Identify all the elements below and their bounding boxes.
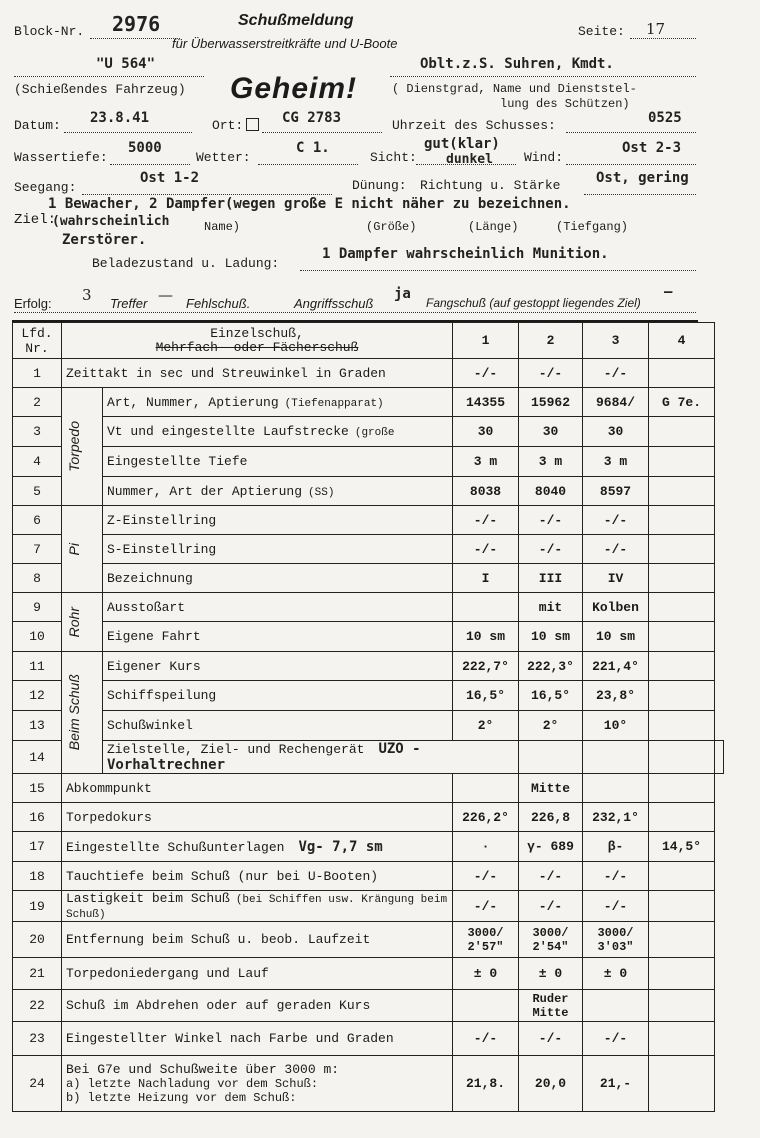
cell-col-3: -/-	[583, 891, 649, 922]
cell-col-4	[649, 862, 715, 891]
cell-col-2: -/-	[519, 1022, 583, 1056]
target-line-2a: (wahrscheinlich	[52, 214, 170, 229]
row-label	[103, 652, 453, 681]
cell-col-2: 15962	[519, 388, 583, 417]
cell-col-1: 8038	[453, 477, 519, 506]
row-label-text: S-Einstellring	[107, 541, 217, 557]
attack-value: ja	[394, 286, 411, 302]
row-label-text: Art, Nummer, Aptierung	[107, 394, 279, 410]
cell-col-4	[715, 741, 724, 774]
row-label-text: Z-Einstellring	[107, 512, 217, 528]
row-number: 22	[13, 990, 62, 1022]
cell-col-4	[649, 622, 715, 652]
cell-col-4	[649, 447, 715, 477]
table-row	[13, 922, 724, 958]
cell-col-4	[649, 803, 715, 832]
cell-col-3: Kolben	[583, 593, 649, 622]
col-1-header: 1	[453, 323, 519, 359]
table-row	[13, 774, 724, 803]
table-row	[13, 891, 724, 922]
cell-col-1: 14355	[453, 388, 519, 417]
target-line-2b: Zerstörer.	[62, 232, 147, 248]
target-caption-draft: (Tiefgang)	[556, 220, 629, 234]
date-label: Datum:	[14, 118, 61, 133]
catch-label: Fangschuß (auf gestoppt liegendes Ziel)	[426, 296, 641, 310]
cell-col-3: 10 sm	[583, 622, 649, 652]
cell-col-4	[649, 681, 715, 711]
cell-col-3: 3000/ 3'03"	[583, 922, 649, 958]
row-label	[62, 958, 453, 990]
row-number: 15	[13, 774, 62, 803]
cell-col-1: 3000/ 2'57"	[453, 922, 519, 958]
row-label	[103, 506, 453, 535]
cell-col-2: -/-	[519, 535, 583, 564]
cell-col-2: ± 0	[519, 958, 583, 990]
table-row	[13, 681, 724, 711]
cell-col-1: 2°	[453, 711, 519, 741]
cell-col-3	[649, 741, 715, 774]
cell-col-3: 8597	[583, 477, 649, 506]
table-row	[13, 958, 724, 990]
cell-col-4	[649, 593, 715, 622]
time-label: Uhrzeit des Schusses:	[392, 118, 556, 133]
cell-col-3: 21,-	[583, 1056, 649, 1112]
cell-col-2: Ruder Mitte	[519, 990, 583, 1022]
cell-col-1: I	[453, 564, 519, 593]
row-number: 11	[13, 652, 62, 681]
row-label-text: Ausstoßart	[107, 599, 186, 615]
col-4-header: 4	[649, 323, 715, 359]
row-label-text: Eingestellte Tiefe	[107, 454, 248, 469]
success-value: 3	[82, 286, 92, 304]
cell-col-1: 226,2°	[453, 803, 519, 832]
row-label	[62, 922, 453, 958]
cell-col-1: -/-	[453, 535, 519, 564]
row-label-text: Abkommpunkt	[66, 780, 152, 796]
row-number: 18	[13, 862, 62, 891]
group-label	[62, 593, 103, 652]
table-row	[13, 1022, 724, 1056]
cell-col-4: G 7e.	[649, 388, 715, 417]
row-label	[62, 774, 453, 803]
row-label-text: Entfernung beim Schuß u. beob. Laufzeit	[66, 932, 371, 947]
row-note: (große	[354, 427, 395, 439]
cell-col-2: 20,0	[519, 1056, 583, 1112]
row-label-text: Eigene Fahrt	[107, 629, 201, 644]
cell-col-2: -/-	[519, 891, 583, 922]
row-label	[103, 447, 453, 477]
row-label	[103, 535, 453, 564]
row-label	[62, 862, 453, 891]
table-row	[13, 1056, 724, 1112]
table-row	[13, 388, 724, 417]
cell-col-4	[649, 774, 715, 803]
cell-col-3	[583, 990, 649, 1022]
sea-label: Seegang:	[14, 180, 77, 195]
target-line-1: 1 Bewacher, 2 Dampfer(wegen große E nicht näher zu bezeichnen.	[48, 196, 571, 212]
row-number: 17	[13, 832, 62, 862]
group-label	[62, 652, 103, 774]
wind-label: Wind:	[524, 150, 564, 165]
row-label-text: Schußwinkel	[107, 718, 193, 733]
row-number: 7	[13, 535, 62, 564]
place-label: Ort:	[212, 118, 244, 133]
wind-value: Ost 2-3	[622, 140, 682, 156]
cell-col-4	[649, 958, 715, 990]
cell-col-3	[583, 774, 649, 803]
cell-col-1: 10 sm	[453, 622, 519, 652]
row-label	[62, 832, 453, 862]
row-number: 8	[13, 564, 62, 593]
cell-col-3: 232,1°	[583, 803, 649, 832]
vessel-value: "U 564"	[96, 56, 156, 72]
swell-value: Ost, gering	[596, 170, 689, 186]
cell-col-2: 2°	[519, 711, 583, 741]
table-row	[13, 506, 724, 535]
geheim-stamp: Geheim!	[230, 72, 358, 105]
cell-col-1: ± 0	[453, 958, 519, 990]
table-row	[13, 711, 724, 741]
cell-col-2: 222,3°	[519, 652, 583, 681]
group-label	[62, 388, 103, 506]
cell-col-1: 222,7°	[453, 652, 519, 681]
block-number-value: 2976	[112, 12, 161, 36]
cell-col-4: 14,5°	[649, 832, 715, 862]
visibility-value-2: dunkel	[446, 152, 493, 167]
hits-label: Treffer	[110, 296, 148, 311]
head-shot-type	[62, 323, 453, 359]
table-row	[13, 652, 724, 681]
cell-col-3: -/-	[583, 862, 649, 891]
cell-col-4	[649, 535, 715, 564]
cell-col-2: 3000/ 2'54"	[519, 922, 583, 958]
row-note: (bei Schiffen usw. Krängung beim Schuß)	[66, 894, 448, 921]
cell-col-2: 8040	[519, 477, 583, 506]
cell-col-4	[649, 891, 715, 922]
cell-col-1: 30	[453, 417, 519, 447]
head-single: Einzelschuß,	[210, 325, 304, 341]
place-value: CG 2783	[282, 110, 342, 126]
cell-col-1	[453, 990, 519, 1022]
row-label-text: Bei G7e und Schußweite über 3000 m:	[66, 1062, 340, 1077]
cell-col-3: β-	[583, 832, 649, 862]
table-header-row	[13, 323, 724, 359]
cell-col-1: 3 m	[453, 447, 519, 477]
block-number-label: Block-Nr.	[14, 24, 85, 39]
date-value: 23.8.41	[90, 110, 150, 126]
row-label	[103, 564, 453, 593]
page-label: Seite:	[578, 24, 625, 39]
cell-col-1: -/-	[453, 891, 519, 922]
cell-col-4	[649, 990, 715, 1022]
cell-col-4	[649, 417, 715, 447]
row-span-value: Vg- 7,7 sm	[298, 838, 383, 855]
cell-col-1: -/-	[453, 359, 519, 388]
cell-col-2: Mitte	[519, 774, 583, 803]
cell-col-3: 9684/	[583, 388, 649, 417]
cell-col-3: IV	[583, 564, 649, 593]
cell-col-1: 16,5°	[453, 681, 519, 711]
cell-col-3: -/-	[583, 359, 649, 388]
col-2-header: 2	[519, 323, 583, 359]
row-label	[62, 1022, 453, 1056]
form-subtitle: für Überwasserstreitkräfte und U-Boote	[172, 36, 398, 51]
cell-col-1: ·	[453, 832, 519, 862]
row-number: 5	[13, 477, 62, 506]
row-number: 12	[13, 681, 62, 711]
weather-label: Wetter:	[196, 150, 251, 165]
cell-col-2: 30	[519, 417, 583, 447]
cell-col-1	[453, 774, 519, 803]
cell-col-2: 10 sm	[519, 622, 583, 652]
row-label	[103, 681, 453, 711]
row-label-text: Zeittakt in sec und Streuwinkel in Graden	[66, 365, 386, 381]
row-label-text: Torpedokurs	[66, 809, 152, 825]
cell-col-2: 3 m	[519, 447, 583, 477]
row-label-text: Torpedoniedergang und Lauf	[66, 966, 269, 981]
vessel-caption: (Schießendes Fahrzeug)	[14, 82, 186, 97]
row-number: 9	[13, 593, 62, 622]
row-number: 4	[13, 447, 62, 477]
head-multi: Mehrfach- oder Fächerschuß	[155, 339, 359, 355]
cell-col-4	[649, 564, 715, 593]
form-title: Schußmeldung	[238, 12, 354, 29]
row-number: 24	[13, 1056, 62, 1112]
row-number: 21	[13, 958, 62, 990]
cell-col-2: 16,5°	[519, 681, 583, 711]
cell-col-1: -/-	[453, 1022, 519, 1056]
table-row	[13, 832, 724, 862]
misses-label: Fehlschuß.	[186, 296, 251, 311]
row-label-text: Schiffspeilung	[107, 688, 217, 703]
row-number: 13	[13, 711, 62, 741]
row-label	[103, 388, 453, 417]
row-sublabel: b) letzte Heizung vor dem Schuß:	[66, 1091, 297, 1105]
row-label	[62, 990, 453, 1022]
row-label-text: Vt und eingestellte Laufstrecke	[107, 424, 349, 439]
swell-label: Dünung:	[352, 178, 407, 193]
cell-col-2: -/-	[519, 359, 583, 388]
table-row	[13, 564, 724, 593]
group-label-text: Torpedo	[66, 421, 82, 472]
cell-col-4	[649, 506, 715, 535]
cell-col-2: γ- 689	[519, 832, 583, 862]
load-label: Beladezustand u. Ladung:	[92, 256, 280, 271]
time-value: 0525	[648, 110, 682, 126]
group-label-text: Pi	[66, 542, 82, 556]
table-row	[13, 535, 724, 564]
table-row	[13, 990, 724, 1022]
catch-value: —	[664, 284, 673, 300]
row-label	[103, 417, 453, 447]
group-label-text: Rohr	[66, 606, 82, 638]
shooter-caption-2: lung des Schützen)	[500, 97, 630, 111]
cell-col-2: III	[519, 564, 583, 593]
row-number: 19	[13, 891, 62, 922]
cell-col-3: 23,8°	[583, 681, 649, 711]
row-label-text: Eigener Kurs	[107, 658, 201, 674]
cell-col-2: mit	[519, 593, 583, 622]
depth-label: Wassertiefe:	[14, 150, 108, 165]
cell-col-3: 10°	[583, 711, 649, 741]
cell-col-2: 226,8	[519, 803, 583, 832]
row-label	[103, 711, 453, 741]
row-label	[62, 803, 453, 832]
cell-col-3: 3 m	[583, 447, 649, 477]
cell-col-4	[649, 1056, 715, 1112]
cell-col-2: -/-	[519, 862, 583, 891]
table-row	[13, 741, 724, 774]
table-row	[13, 477, 724, 506]
row-label-text: Bezeichnung	[107, 570, 193, 586]
cell-col-3: 30	[583, 417, 649, 447]
table-row	[13, 593, 724, 622]
table-row	[13, 622, 724, 652]
sea-value: Ost 1-2	[140, 170, 200, 186]
cell-col-1: -/-	[453, 862, 519, 891]
col-3-header: 3	[583, 323, 649, 359]
cell-col-4	[649, 359, 715, 388]
group-label	[62, 506, 103, 593]
visibility-value-1: gut(klar)	[424, 136, 500, 152]
attack-label: Angriffsschuß	[294, 296, 374, 311]
row-number: 3	[13, 417, 62, 447]
load-value: 1 Dampfer wahrscheinlich Munition.	[322, 246, 609, 262]
row-label	[62, 1056, 453, 1112]
row-label	[103, 593, 453, 622]
weather-value: C 1.	[296, 140, 330, 156]
target-caption-length: (Länge)	[468, 220, 519, 234]
shooter-value: Oblt.z.S. Suhren, Kmdt.	[420, 56, 614, 72]
cell-col-3: -/-	[583, 535, 649, 564]
row-number: 1	[13, 359, 62, 388]
cell-col-3: -/-	[583, 1022, 649, 1056]
cell-col-4	[649, 652, 715, 681]
shot-table	[12, 322, 724, 1112]
row-number: 20	[13, 922, 62, 958]
head-no: Lfd. Nr.	[13, 323, 62, 359]
cell-col-1: 21,8.	[453, 1056, 519, 1112]
table-row	[13, 862, 724, 891]
row-label	[103, 622, 453, 652]
row-label-text: Zielstelle, Ziel- und Rechengerät	[107, 742, 365, 757]
depth-value: 5000	[128, 140, 162, 156]
group-label-text: Beim Schuß	[66, 674, 82, 751]
table-row	[13, 447, 724, 477]
cell-col-3: ± 0	[583, 958, 649, 990]
page-value: 17	[646, 20, 666, 38]
table-row	[13, 803, 724, 832]
cell-col-1	[519, 741, 583, 774]
row-number: 14	[13, 741, 62, 774]
shooter-caption-1: ( Dienstgrad, Name und Dienststel-	[392, 82, 637, 96]
row-label-text: Eingestellter Winkel nach Farbe und Graden	[66, 1031, 394, 1046]
cell-col-1	[453, 593, 519, 622]
cell-col-2	[583, 741, 649, 774]
cell-col-4	[649, 477, 715, 506]
row-span-value: UZO - Vorhaltrechner	[107, 741, 421, 773]
table-row	[13, 359, 724, 388]
cell-col-3: -/-	[583, 506, 649, 535]
row-number: 10	[13, 622, 62, 652]
swell-caption: Richtung u. Stärke	[420, 178, 561, 193]
row-label-text: Nummer, Art der Aptierung	[107, 483, 303, 499]
row-note: (SS)	[308, 486, 335, 499]
cell-col-4	[649, 711, 715, 741]
cell-col-3: 221,4°	[583, 652, 649, 681]
row-label	[62, 891, 453, 922]
row-label	[103, 477, 453, 506]
target-label: Ziel:	[14, 212, 57, 228]
success-label: Erfolg:	[14, 296, 52, 311]
cell-col-4	[649, 1022, 715, 1056]
cell-col-2: -/-	[519, 506, 583, 535]
visibility-label: Sicht:	[370, 150, 417, 165]
row-label-text: Schuß im Abdrehen oder auf geraden Kurs	[66, 998, 371, 1013]
row-label	[62, 359, 453, 388]
misses-value: —	[158, 286, 173, 304]
target-caption-size: (Größe)	[366, 220, 417, 234]
row-label-text: Eingestellte Schußunterlagen	[66, 839, 285, 855]
row-number: 16	[13, 803, 62, 832]
table-row	[13, 417, 724, 447]
row-number: 2	[13, 388, 62, 417]
row-number: 23	[13, 1022, 62, 1056]
place-checkbox	[246, 118, 259, 131]
row-note: (Tiefenapparat)	[284, 397, 384, 410]
cell-col-1: -/-	[453, 506, 519, 535]
row-number: 6	[13, 506, 62, 535]
cell-col-4	[649, 922, 715, 958]
row-sublabel: a) letzte Nachladung vor dem Schuß:	[66, 1077, 319, 1091]
row-label	[103, 741, 519, 774]
row-label-text: Lastigkeit beim Schuß	[66, 891, 230, 906]
row-label-text: Tauchtiefe beim Schuß (nur bei U-Booten)	[66, 868, 379, 884]
target-caption-name: Name)	[204, 220, 241, 234]
